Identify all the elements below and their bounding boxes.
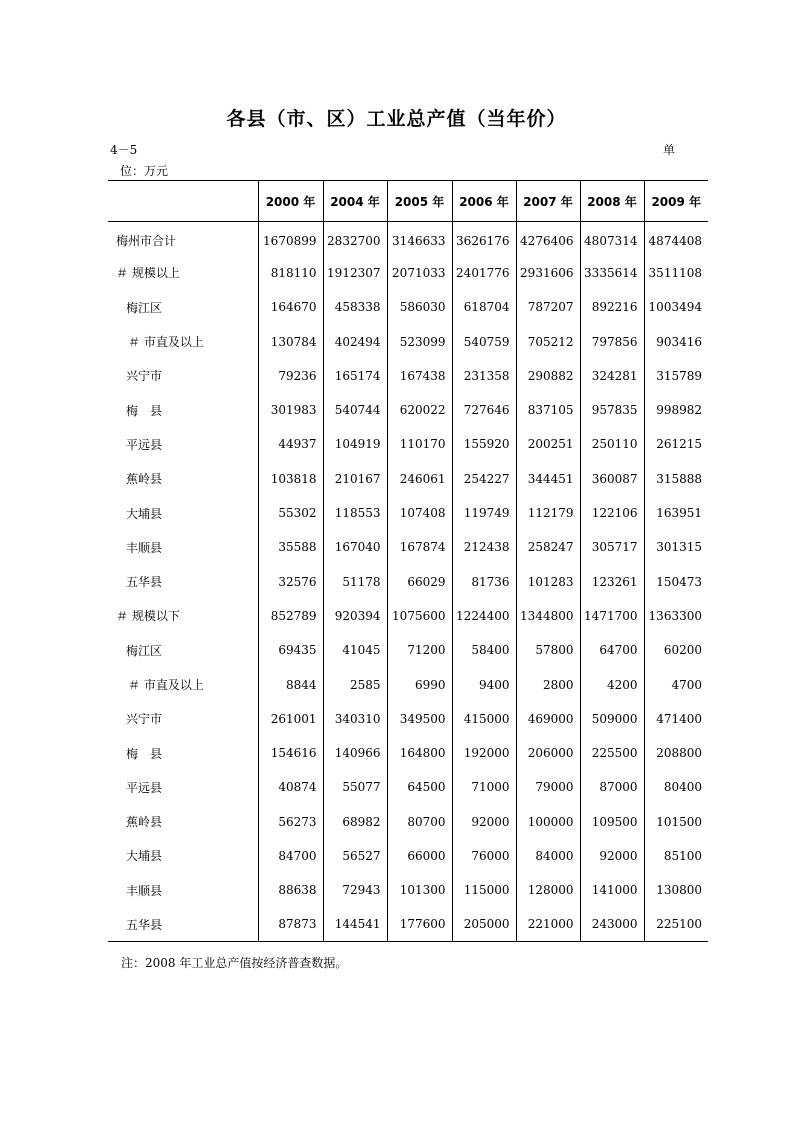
- table-cell: 340310: [323, 702, 387, 736]
- table-cell: 231358: [452, 359, 516, 393]
- table-row: [108, 736, 708, 770]
- table-cell: 920394: [323, 599, 387, 633]
- table-cell: 66029: [387, 564, 452, 598]
- table-cell: 107408: [387, 496, 452, 530]
- table-cell: 164800: [387, 736, 452, 770]
- table-cell: 141000: [580, 873, 644, 907]
- table-cell: 44937: [258, 427, 323, 461]
- table-cell: 81736: [452, 564, 516, 598]
- table-cell: 344451: [516, 462, 580, 496]
- table-cell: 290882: [516, 359, 580, 393]
- table-cell: 998982: [644, 393, 708, 427]
- table-row: [108, 496, 708, 530]
- column-header: 2006 年: [452, 181, 516, 222]
- row-label: 大埔县: [126, 849, 163, 864]
- table-row: [108, 462, 708, 496]
- table-cell: 225500: [580, 736, 644, 770]
- table-cell: 349500: [387, 702, 452, 736]
- column-header: 2004 年: [323, 181, 387, 222]
- table-cell: 3511108: [644, 256, 708, 290]
- table-cell: 471400: [644, 702, 708, 736]
- table-cell: 40874: [258, 770, 323, 804]
- table-cell: 324281: [580, 359, 644, 393]
- table-cell: 165174: [323, 359, 387, 393]
- table-number: 4－5: [110, 143, 138, 157]
- table-cell: 69435: [258, 633, 323, 667]
- table-row: [108, 359, 708, 393]
- table-cell: 167874: [387, 530, 452, 564]
- table-cell: 130784: [258, 324, 323, 358]
- table-cell: 315888: [644, 462, 708, 496]
- table-row: [108, 702, 708, 736]
- table-cell: 4200: [580, 667, 644, 701]
- table-row: [108, 873, 708, 907]
- row-label: ＃ 规模以上: [116, 266, 180, 281]
- table-cell: 2800: [516, 667, 580, 701]
- table-cell: 92000: [452, 805, 516, 839]
- table-row: [108, 222, 708, 256]
- table-cell: 1344800: [516, 599, 580, 633]
- table-cell: 261001: [258, 702, 323, 736]
- table-row: [108, 805, 708, 839]
- table-cell: 246061: [387, 462, 452, 496]
- table-cell: 101500: [644, 805, 708, 839]
- table-cell: 177600: [387, 907, 452, 941]
- row-label: ＃ 市直及以上: [128, 335, 204, 350]
- table-cell: 458338: [323, 290, 387, 324]
- table-cell: 206000: [516, 736, 580, 770]
- table-row: [108, 256, 708, 290]
- table-cell: 301315: [644, 530, 708, 564]
- page-title: 各县（市、区）工业总产值（当年价）: [226, 108, 567, 130]
- table-cell: 150473: [644, 564, 708, 598]
- table-cell: 243000: [580, 907, 644, 941]
- column-header: 2000 年: [258, 181, 323, 222]
- table-cell: 4700: [644, 667, 708, 701]
- table-cell: 80700: [387, 805, 452, 839]
- table-cell: 3146633: [387, 222, 452, 256]
- table-cell: 4807314: [580, 222, 644, 256]
- table-cell: 3626176: [452, 222, 516, 256]
- table-cell: 84000: [516, 839, 580, 873]
- table-cell: 305717: [580, 530, 644, 564]
- table-cell: 122106: [580, 496, 644, 530]
- table-cell: 1912307: [323, 256, 387, 290]
- table-cell: 64700: [580, 633, 644, 667]
- table-cell: 6990: [387, 667, 452, 701]
- table-cell: 3335614: [580, 256, 644, 290]
- table-cell: 56527: [323, 839, 387, 873]
- table-cell: 852789: [258, 599, 323, 633]
- table-cell: 402494: [323, 324, 387, 358]
- table-cell: 118553: [323, 496, 387, 530]
- table-cell: 1363300: [644, 599, 708, 633]
- row-label: 五华县: [126, 575, 163, 590]
- table-row: [108, 530, 708, 564]
- unit-label-part1: 单: [663, 143, 676, 157]
- table-cell: 41045: [323, 633, 387, 667]
- table-cell: 9400: [452, 667, 516, 701]
- row-label: 梅州市合计: [116, 234, 177, 249]
- table-cell: 101283: [516, 564, 580, 598]
- table-cell: 35588: [258, 530, 323, 564]
- table-cell: 87873: [258, 907, 323, 941]
- table-cell: 2832700: [323, 222, 387, 256]
- table-row: [108, 290, 708, 324]
- table-cell: 208800: [644, 736, 708, 770]
- table-cell: 68982: [323, 805, 387, 839]
- row-label: 丰顺县: [126, 540, 163, 555]
- table-cell: 540759: [452, 324, 516, 358]
- row-label: 平远县: [126, 780, 163, 795]
- row-label: ＃ 规模以下: [116, 609, 180, 624]
- table-cell: 4874408: [644, 222, 708, 256]
- table-cell: 620022: [387, 393, 452, 427]
- table-cell: 787207: [516, 290, 580, 324]
- table-cell: 84700: [258, 839, 323, 873]
- table-cell: 301983: [258, 393, 323, 427]
- row-label: 蕉岭县: [126, 472, 163, 487]
- table-cell: 58400: [452, 633, 516, 667]
- table-cell: 205000: [452, 907, 516, 941]
- table-cell: 2585: [323, 667, 387, 701]
- table-cell: 523099: [387, 324, 452, 358]
- row-label: 五华县: [108, 907, 258, 941]
- table-cell: 60200: [644, 633, 708, 667]
- table-cell: 80400: [644, 770, 708, 804]
- table-cell: 119749: [452, 496, 516, 530]
- table-cell: 212438: [452, 530, 516, 564]
- table-cell: 1471700: [580, 599, 644, 633]
- table-cell: 1224400: [452, 599, 516, 633]
- footnote: 注：2008 年工业总产值按经济普查数据。: [121, 956, 348, 970]
- column-header: 2005 年: [387, 181, 452, 222]
- output-value-table: [108, 180, 708, 942]
- table-cell: 103818: [258, 462, 323, 496]
- table-cell: 154616: [258, 736, 323, 770]
- row-label: 梅江区: [126, 300, 163, 315]
- row-label: 蕉岭县: [126, 815, 163, 830]
- table-cell: 1670899: [258, 222, 323, 256]
- table-cell: 360087: [580, 462, 644, 496]
- table-cell: 892216: [580, 290, 644, 324]
- table-row: [108, 667, 708, 701]
- table-cell: 57800: [516, 633, 580, 667]
- table-cell: 192000: [452, 736, 516, 770]
- table-row: [108, 770, 708, 804]
- row-label: 丰顺县: [126, 883, 163, 898]
- unit-label-part2: 位：万元: [120, 164, 169, 178]
- table-cell: 8844: [258, 667, 323, 701]
- table-cell: 167438: [387, 359, 452, 393]
- column-header: 2007 年: [516, 181, 580, 222]
- column-header: 2008 年: [580, 181, 644, 222]
- table-cell: 56273: [258, 805, 323, 839]
- table-cell: 2931606: [516, 256, 580, 290]
- table-cell: 87000: [580, 770, 644, 804]
- table-cell: 85100: [644, 839, 708, 873]
- table-cell: 110170: [387, 427, 452, 461]
- table-header-row: [108, 181, 708, 222]
- table-cell: 225100: [644, 907, 708, 941]
- table-cell: 2071033: [387, 256, 452, 290]
- table-cell: 540744: [323, 393, 387, 427]
- table-cell: 167040: [323, 530, 387, 564]
- header-corner: [108, 181, 258, 222]
- table-cell: 66000: [387, 839, 452, 873]
- table-cell: 32576: [258, 564, 323, 598]
- table-cell: 315789: [644, 359, 708, 393]
- table-cell: 818110: [258, 256, 323, 290]
- table-cell: 92000: [580, 839, 644, 873]
- table-row: [108, 427, 708, 461]
- table-cell: 79236: [258, 359, 323, 393]
- table-cell: 76000: [452, 839, 516, 873]
- table-cell: 903416: [644, 324, 708, 358]
- table-cell: 140966: [323, 736, 387, 770]
- table-cell: 109500: [580, 805, 644, 839]
- table-cell: 104919: [323, 427, 387, 461]
- table-row: [108, 564, 708, 598]
- table-cell: 797856: [580, 324, 644, 358]
- table-cell: 55077: [323, 770, 387, 804]
- table-cell: 101300: [387, 873, 452, 907]
- table-cell: 258247: [516, 530, 580, 564]
- table-cell: 128000: [516, 873, 580, 907]
- table-row: [108, 393, 708, 427]
- table-cell: 4276406: [516, 222, 580, 256]
- table-row: [108, 599, 708, 633]
- table-cell: 164670: [258, 290, 323, 324]
- table-cell: 1003494: [644, 290, 708, 324]
- row-label: ＃ 市直及以上: [128, 678, 204, 692]
- row-label: 梅 县: [126, 403, 163, 418]
- table-cell: 957835: [580, 393, 644, 427]
- table-cell: 155920: [452, 427, 516, 461]
- table-cell: 727646: [452, 393, 516, 427]
- row-label: 兴宁市: [126, 712, 163, 727]
- table-cell: 469000: [516, 702, 580, 736]
- table-cell: 415000: [452, 702, 516, 736]
- table-cell: 144541: [323, 907, 387, 941]
- table-cell: 100000: [516, 805, 580, 839]
- table-cell: 586030: [387, 290, 452, 324]
- table-cell: 200251: [516, 427, 580, 461]
- table-cell: 72943: [323, 873, 387, 907]
- row-label: 平远县: [126, 437, 163, 452]
- table-cell: 130800: [644, 873, 708, 907]
- table-cell: 250110: [580, 427, 644, 461]
- table-cell: 254227: [452, 462, 516, 496]
- table-cell: 163951: [644, 496, 708, 530]
- table-cell: 221000: [516, 907, 580, 941]
- table-row: [108, 907, 708, 941]
- column-header: 2009 年: [644, 181, 708, 222]
- table-cell: 618704: [452, 290, 516, 324]
- table-cell: 79000: [516, 770, 580, 804]
- table-cell: 64500: [387, 770, 452, 804]
- table-cell: 71000: [452, 770, 516, 804]
- table-row: [108, 324, 708, 358]
- table-cell: 123261: [580, 564, 644, 598]
- table-cell: 705212: [516, 324, 580, 358]
- table-cell: 2401776: [452, 256, 516, 290]
- table-cell: 210167: [323, 462, 387, 496]
- table-cell: 837105: [516, 393, 580, 427]
- table-cell: 509000: [580, 702, 644, 736]
- table-cell: 71200: [387, 633, 452, 667]
- row-label: 大埔县: [126, 506, 163, 521]
- row-label: 梅江区: [126, 643, 163, 658]
- table-cell: 51178: [323, 564, 387, 598]
- table-cell: 1075600: [387, 599, 452, 633]
- table-row: [108, 633, 708, 667]
- table-cell: 261215: [644, 427, 708, 461]
- row-label: 兴宁市: [126, 369, 163, 384]
- table-cell: 115000: [452, 873, 516, 907]
- table-cell: 88638: [258, 873, 323, 907]
- table-row: [108, 839, 708, 873]
- row-label: 梅 县: [126, 746, 163, 761]
- table-cell: 112179: [516, 496, 580, 530]
- table-cell: 55302: [258, 496, 323, 530]
